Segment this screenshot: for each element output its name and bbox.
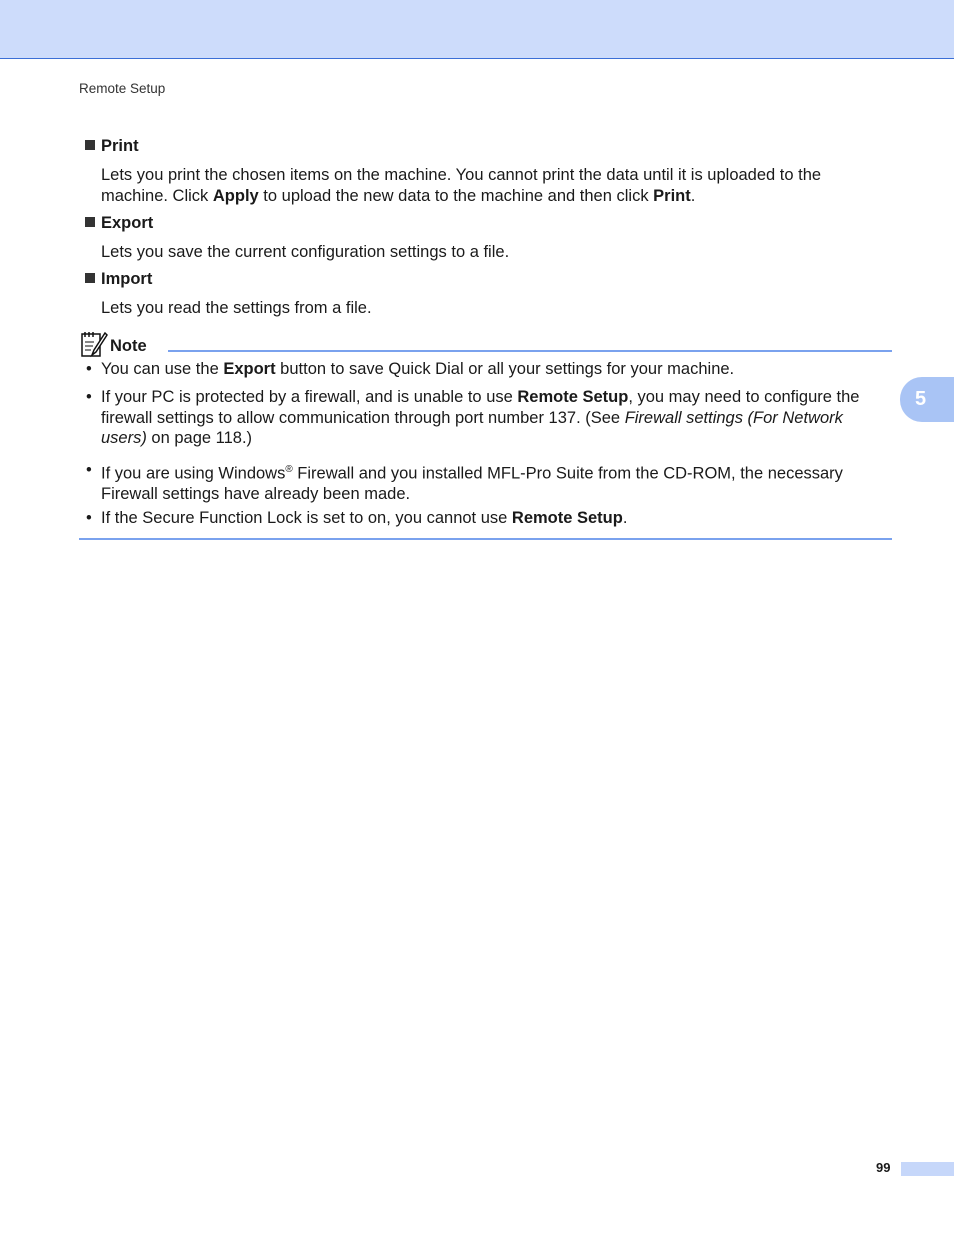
chapter-tab[interactable]: 5: [900, 377, 954, 422]
square-bullet-icon: [85, 273, 95, 283]
item-body-import: Lets you read the settings from a file.: [101, 299, 372, 317]
item-title-print: Print: [85, 137, 139, 156]
note-bullet: • If you are using Windows® Firewall and you installed MFL-Pro Suite from the CD-ROM, the necessary Firewall settings have already been made.: [86, 461, 843, 503]
note-bullet: • If the Secure Function Lock is set to on, you cannot use Remote Setup.: [86, 509, 628, 527]
header-band: [0, 0, 954, 59]
running-head: Remote Setup: [79, 81, 166, 96]
note-bullet: • If your PC is protected by a firewall, and is unable to use Remote Setup, you may need to configure the firewall settings to allow communication through port number 137. (See Firewall settings (For Network users) on page 118.): [86, 388, 860, 447]
note-pencil-icon: [80, 330, 108, 358]
square-bullet-icon: [85, 140, 95, 150]
note-header: [80, 330, 892, 360]
item-body-print: Lets you print the chosen items on the machine. You cannot print the data until it is uploaded to the machine. Click Apply to upload the new data to the machine and then click Print.: [101, 166, 822, 205]
square-bullet-icon: [85, 217, 95, 227]
item-body-export: Lets you save the current configuration settings to a file.: [101, 243, 510, 261]
page-number: 99: [876, 1160, 891, 1175]
note-bullet: • You can use the Export button to save Quick Dial or all your settings for your machine.: [86, 360, 735, 378]
page-number-bar: [901, 1162, 954, 1176]
item-title-import: Import: [85, 270, 152, 289]
note-label: Note: [110, 337, 147, 355]
note-end-divider: [79, 538, 892, 540]
cross-reference-link[interactable]: Firewall settings (For Network users): [101, 408, 843, 447]
note-divider: [168, 350, 892, 352]
item-title-export: Export: [85, 214, 153, 233]
